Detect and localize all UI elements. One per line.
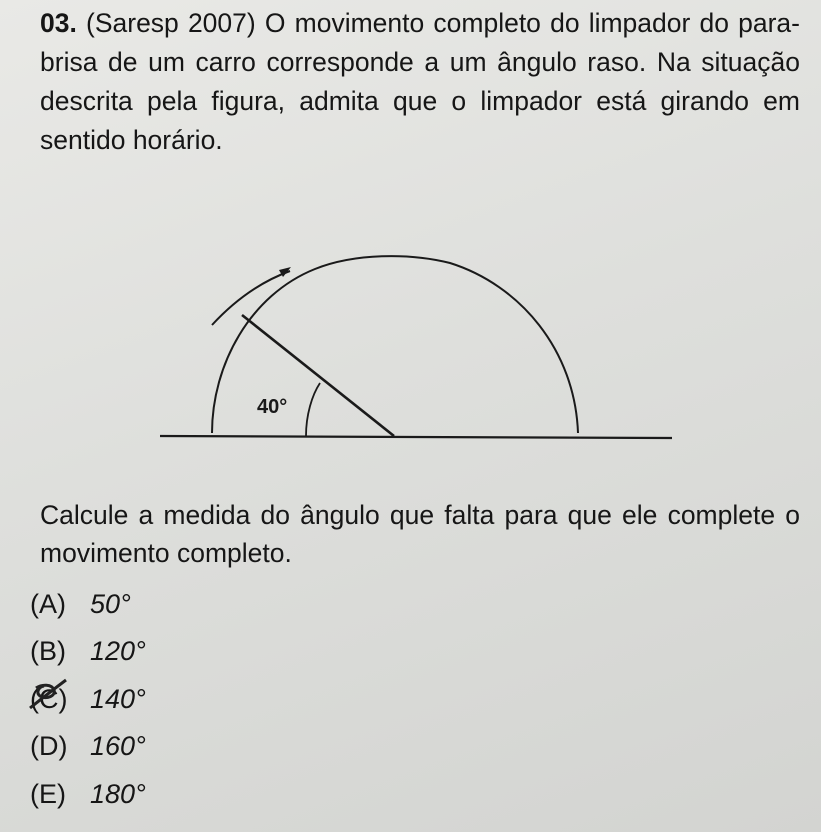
question-number: 03. xyxy=(40,8,77,38)
wiper-diagram xyxy=(150,255,680,455)
option-letter: (E) xyxy=(30,778,66,809)
option-letter: (B) xyxy=(30,636,66,667)
question-prompt: Calcule a medida do ângulo que falta para que ele complete o movimento completo. xyxy=(40,500,800,568)
angle-label: 40° xyxy=(257,396,288,418)
baseline xyxy=(160,436,672,438)
option-b[interactable] xyxy=(30,628,146,676)
option-value: 140° xyxy=(90,683,146,714)
angle-arc xyxy=(306,383,320,436)
option-letter: (D) xyxy=(30,731,68,762)
option-value: 180° xyxy=(90,778,146,809)
option-value: 50° xyxy=(90,588,131,619)
handwritten-mark-icon xyxy=(26,674,74,714)
option-e[interactable] xyxy=(30,770,146,818)
question-statement xyxy=(40,4,800,160)
question-body: (Saresp 2007) O movimento completo do limpador do para-brisa de um carro corresponde a um ângulo raso. Na situação descrita pela figura, admita que o limpador está girando em sentido horário. xyxy=(40,8,800,155)
option-value: 120° xyxy=(90,636,146,667)
option-letter-marked xyxy=(30,676,90,722)
option-c[interactable] xyxy=(30,675,146,723)
option-d[interactable] xyxy=(30,723,146,771)
option-letter: (C) xyxy=(30,683,68,714)
option-value: 160° xyxy=(90,731,146,762)
answer-options xyxy=(30,580,146,818)
option-letter: (A) xyxy=(30,588,66,619)
option-a[interactable] xyxy=(30,580,146,628)
